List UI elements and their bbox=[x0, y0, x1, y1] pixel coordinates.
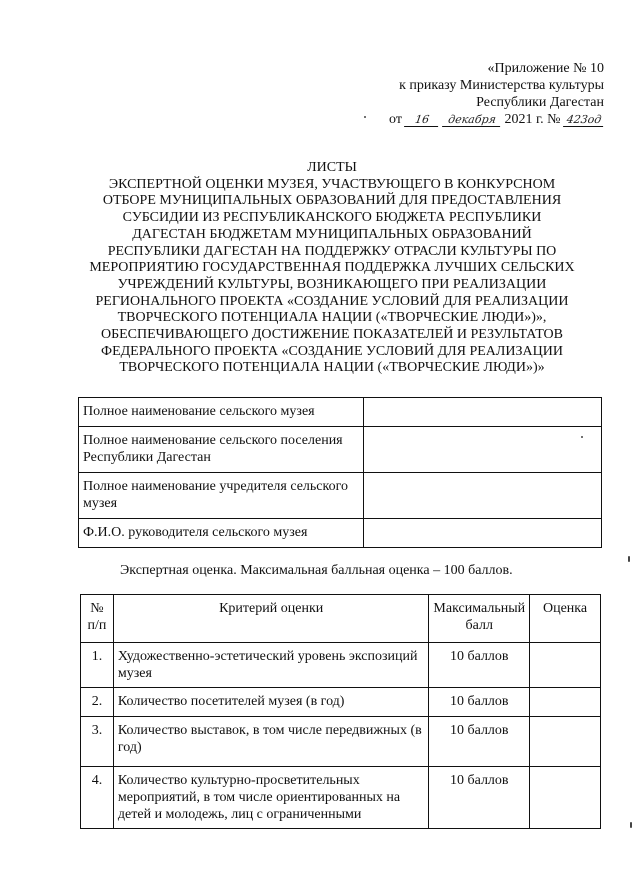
title-line: РЕСПУБЛИКИ ДАГЕСТАН НА ПОДДЕРЖКУ ОТРАСЛИ КУЛЬТУРЫ ПО bbox=[107, 243, 557, 259]
row-score[interactable] bbox=[530, 767, 601, 829]
row-num: 1. bbox=[81, 643, 114, 688]
museum-name-value[interactable] bbox=[364, 398, 602, 427]
row-score[interactable] bbox=[530, 717, 601, 767]
founder-name-label: Полное наименование учредителя сельского музея bbox=[79, 473, 364, 519]
settlement-name-label: Полное наименование сельского поселения Республики Дагестан bbox=[79, 427, 364, 473]
title-line: МЕРОПРИЯТИЮ ГОСУДАРСТВЕННАЯ ПОДДЕРЖКА ЛУЧШИХ СЕЛЬСКИХ bbox=[89, 260, 575, 276]
scan-speck bbox=[581, 436, 583, 438]
table-row bbox=[81, 643, 601, 688]
row-max-score: 10 баллов bbox=[429, 717, 530, 767]
row-max-score: 10 баллов bbox=[429, 688, 530, 717]
handwritten-order-number: 423од bbox=[563, 113, 605, 127]
row-max-score: 10 баллов bbox=[429, 643, 530, 688]
date-prefix: от bbox=[389, 112, 402, 127]
header-criterion: Критерий оценки bbox=[113, 595, 429, 643]
appendix-label: «Приложение № 10 bbox=[487, 61, 604, 76]
founder-name-value[interactable] bbox=[364, 473, 602, 519]
row-score[interactable] bbox=[530, 688, 601, 717]
header-score: Оценка bbox=[530, 595, 601, 643]
table-header-row bbox=[81, 595, 601, 643]
scan-speck bbox=[630, 822, 632, 828]
table-row bbox=[81, 688, 601, 717]
title-line: ФЕДЕРАЛЬНОГО ПРОЕКТА «СОЗДАНИЕ УСЛОВИЙ ДЛЯ РЕАЛИЗАЦИИ bbox=[101, 343, 563, 359]
row-criterion: Количество посетителей музея (в год) bbox=[113, 688, 429, 717]
director-name-label: Ф.И.О. руководителя сельского музея bbox=[79, 519, 364, 548]
title-line: ОТБОРЕ МУНИЦИПАЛЬНЫХ ОБРАЗОВАНИЙ ДЛЯ ПРЕДОСТАВЛЕНИЯ bbox=[102, 193, 562, 209]
document-header bbox=[389, 60, 604, 128]
museum-info-table bbox=[78, 397, 602, 548]
date-year: 2021 г. № bbox=[504, 112, 561, 127]
handwritten-day: 16 bbox=[404, 113, 440, 127]
ministry-region: Республики Дагестан bbox=[476, 95, 604, 110]
title-line: ЛИСТЫ bbox=[307, 160, 357, 175]
row-criterion: Количество культурно-просветительных мероприятий, в том числе ориентированных на детей и молодежь, лиц с ограниченными bbox=[113, 767, 429, 829]
criteria-table bbox=[80, 594, 601, 829]
document-title bbox=[60, 160, 604, 377]
row-criterion: Художественно-эстетический уровень экспозиций музея bbox=[113, 643, 429, 688]
row-criterion: Количество выставок, в том числе передвижных (в год) bbox=[113, 717, 429, 767]
title-line: ОБЕСПЕЧИВАЮЩЕГО ДОСТИЖЕНИЕ ПОКАЗАТЕЛЕЙ И РЕЗУЛЬТАТОВ bbox=[100, 327, 564, 343]
settlement-name-value[interactable] bbox=[364, 427, 602, 473]
table-row bbox=[81, 717, 601, 767]
title-line: УЧРЕЖДЕНИЙ КУЛЬТУРЫ, ВОЗНИКАЮЩЕГО ПРИ РЕАЛИЗАЦИИ bbox=[117, 276, 547, 292]
title-line: ДАГЕСТАН БЮДЖЕТАМ МУНИЦИПАЛЬНЫХ ОБРАЗОВАНИЙ bbox=[132, 226, 532, 242]
row-max-score: 10 баллов bbox=[429, 767, 530, 829]
handwritten-month: декабря bbox=[442, 113, 502, 127]
title-line: ТВОРЧЕСКОГО ПОТЕНЦИАЛА НАЦИИ («ТВОРЧЕСКИЕ ЛЮДИ»)» bbox=[119, 360, 545, 376]
table-row bbox=[79, 473, 602, 519]
scan-speck bbox=[364, 116, 366, 118]
row-score[interactable] bbox=[530, 643, 601, 688]
order-reference: к приказу Министерства культуры bbox=[399, 78, 604, 93]
row-num: 2. bbox=[81, 688, 114, 717]
table-row bbox=[79, 398, 602, 427]
title-line: СУБСИДИИ ИЗ РЕСПУБЛИКАНСКОГО БЮДЖЕТА РЕСПУБЛИКИ bbox=[122, 210, 542, 226]
table-row bbox=[79, 519, 602, 548]
order-date-line bbox=[389, 111, 604, 128]
scan-speck bbox=[628, 556, 630, 562]
row-num: 3. bbox=[81, 717, 114, 767]
header-max-score: Максимальный балл bbox=[429, 595, 530, 643]
header-num: № п/п bbox=[81, 595, 114, 643]
title-line: ЭКСПЕРТНОЙ ОЦЕНКИ МУЗЕЯ, УЧАСТВУЮЩЕГО В КОНКУРСНОМ bbox=[108, 176, 556, 192]
title-line: ТВОРЧЕСКОГО ПОТЕНЦИАЛА НАЦИИ («ТВОРЧЕСКИЕ ЛЮДИ»)», bbox=[117, 310, 547, 326]
title-line: РЕГИОНАЛЬНОГО ПРОЕКТА «СОЗДАНИЕ УСЛОВИЙ ДЛЯ РЕАЛИЗАЦИИ bbox=[95, 293, 569, 309]
expert-evaluation-note: Экспертная оценка. Максимальная балльная оценка – 100 баллов. bbox=[120, 563, 513, 578]
row-num: 4. bbox=[81, 767, 114, 829]
museum-name-label: Полное наименование сельского музея bbox=[79, 398, 364, 427]
table-row bbox=[79, 427, 602, 473]
director-name-value[interactable] bbox=[364, 519, 602, 548]
table-row bbox=[81, 767, 601, 829]
